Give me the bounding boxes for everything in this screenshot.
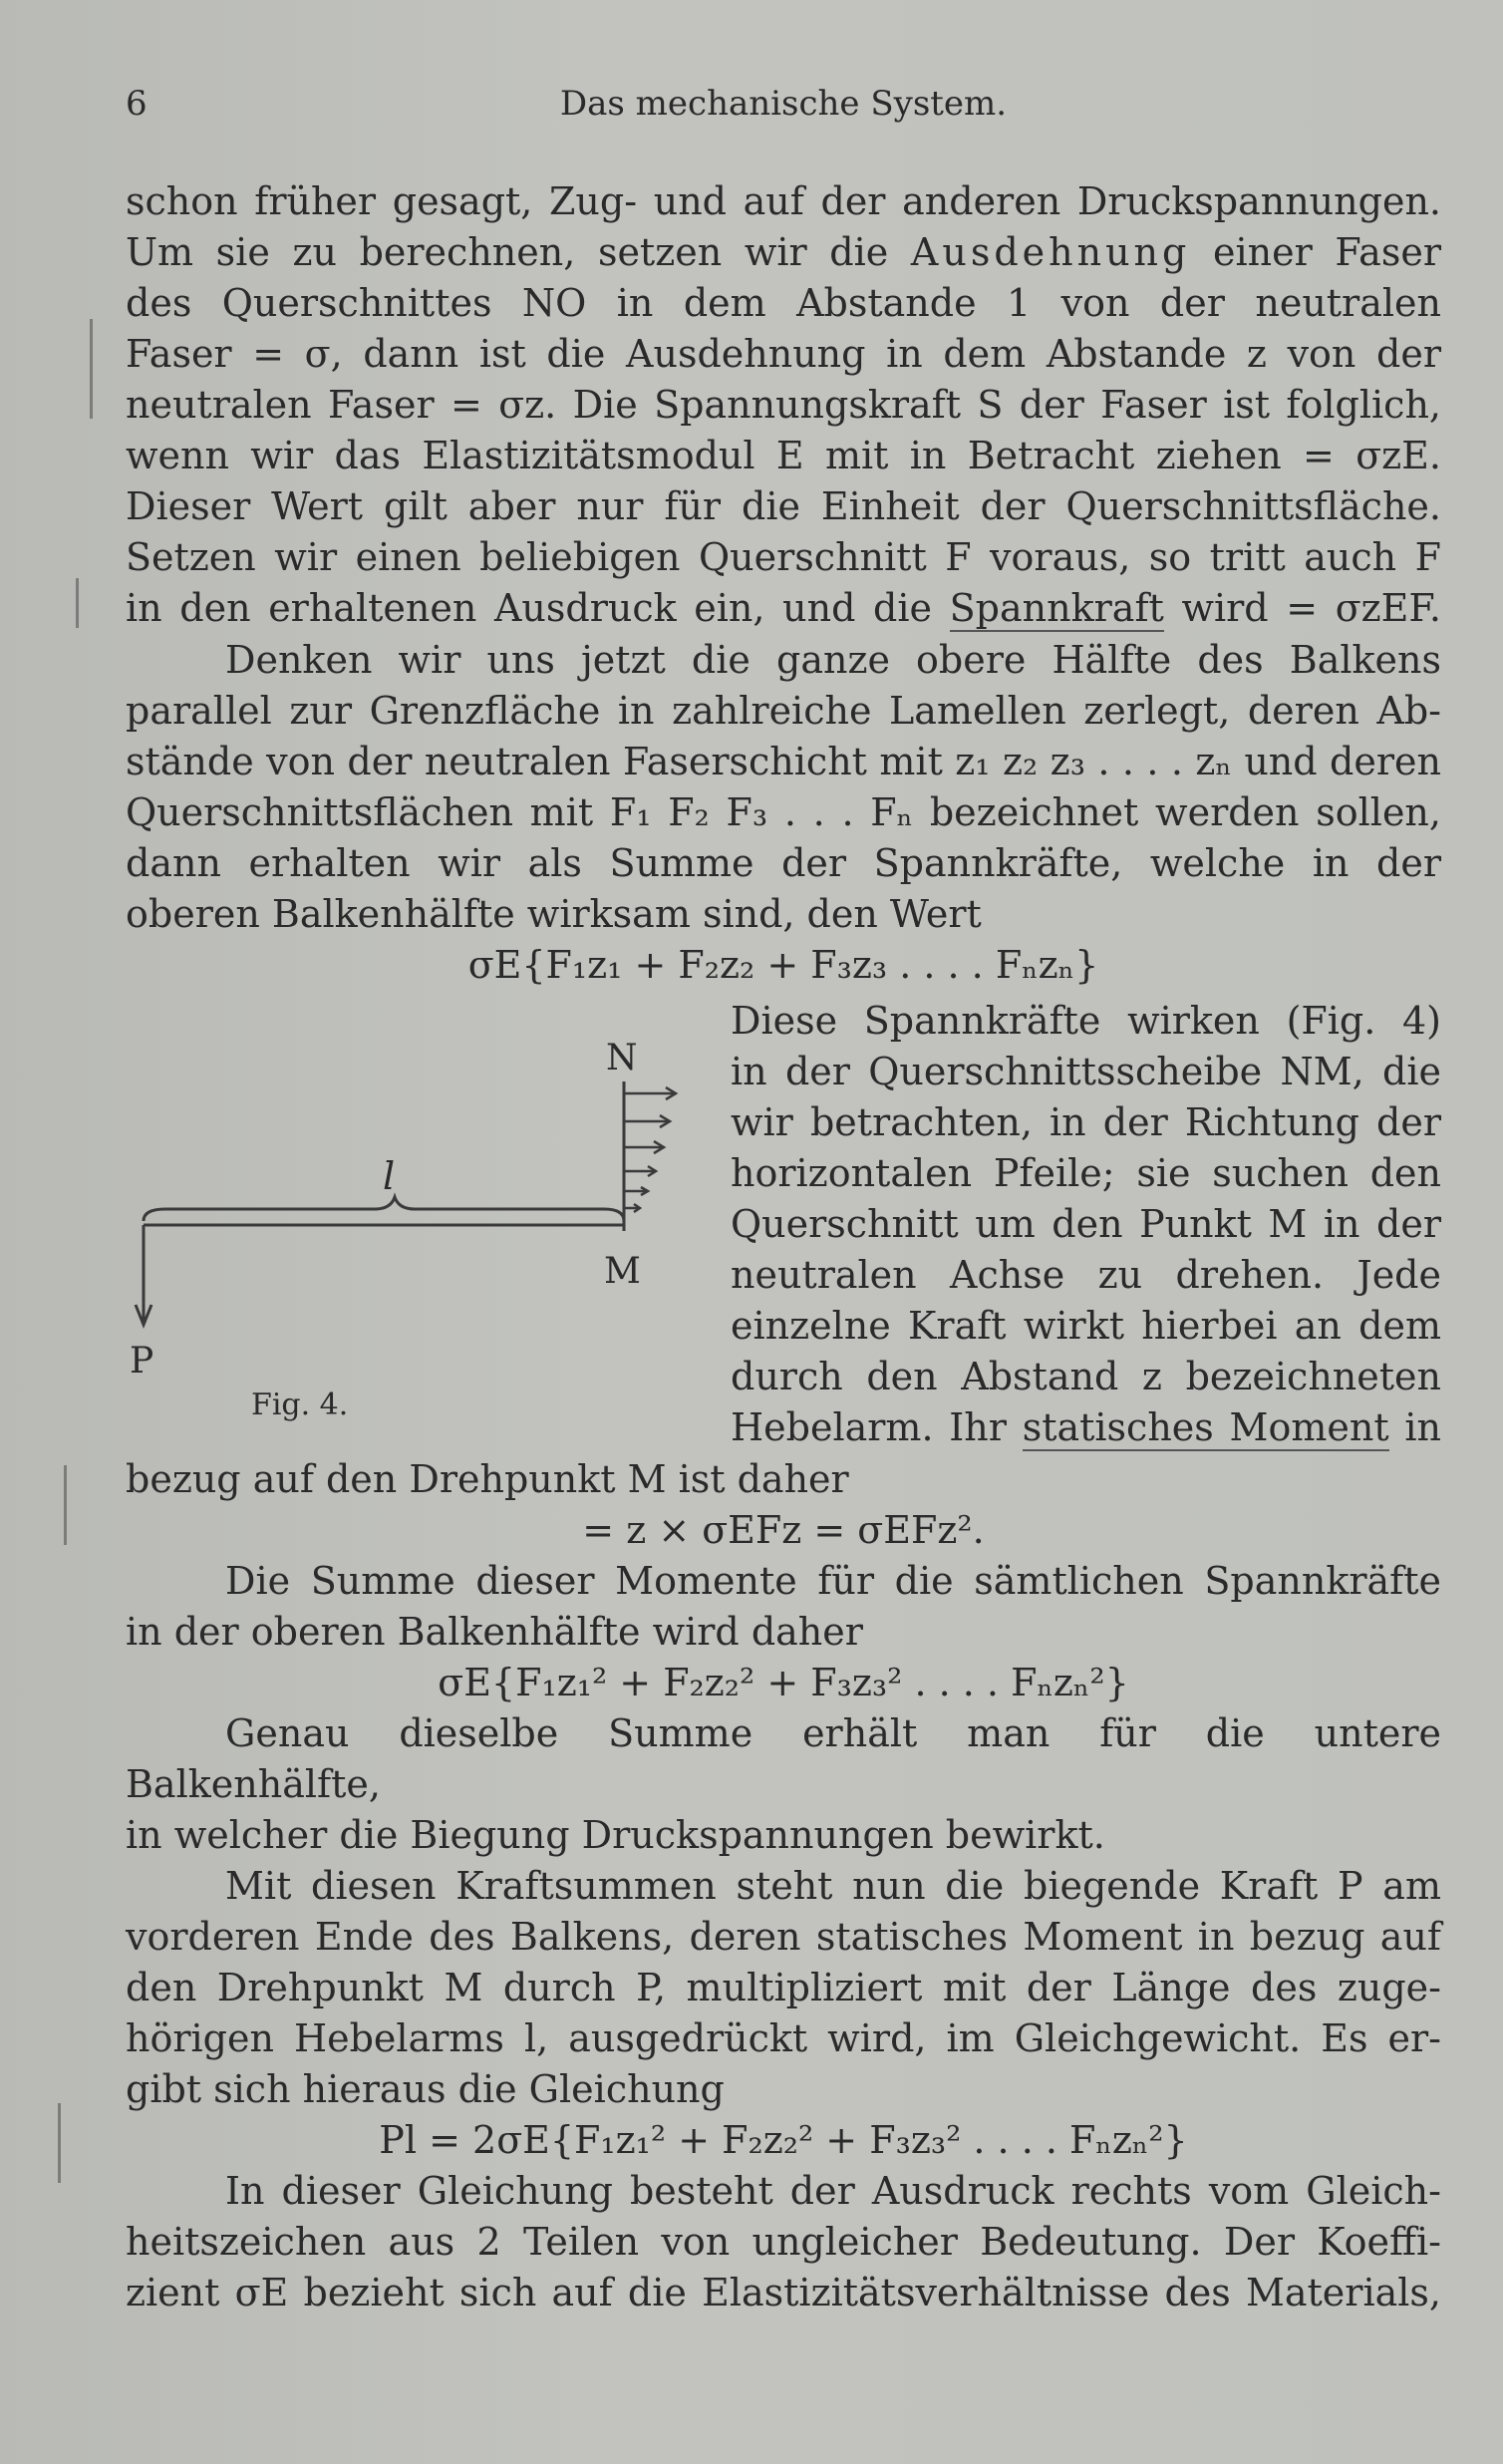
text-line: Diese Spannkräfte wirken (Fig. 4) xyxy=(731,999,1441,1043)
label-P: P xyxy=(130,1341,154,1382)
page-number: 6 xyxy=(126,84,148,124)
text-line: in der oberen Balkenhälfte wird daher xyxy=(126,1610,863,1654)
paragraph-1 xyxy=(126,176,1441,634)
text-line: Um sie zu berechnen, setzen wir die Ausdehnung einer Faser xyxy=(126,230,1441,274)
text-line: durch den Abstand z bezeichneten xyxy=(731,1355,1441,1398)
figure-caption: Fig. 4. xyxy=(251,1387,349,1422)
text-line: Querschnitt um den Punkt M in der xyxy=(731,1202,1441,1246)
text-line: in den erhaltenen Ausdruck ein, und die Spannkraft wird = σzEF. xyxy=(126,586,1441,630)
side-paragraph xyxy=(731,996,1441,1453)
margin-mark xyxy=(58,2103,61,2183)
text-line: den Drehpunkt M durch P, multipliziert mit der Länge des zuge- xyxy=(126,1966,1441,2009)
underlined-word: Spannkraft xyxy=(949,586,1164,630)
text-line: Dieser Wert gilt aber nur für die Einheit der Querschnittsfläche. xyxy=(126,484,1441,528)
formula-1: σE{F₁z₁ + F₂z₂ + F₃z₃ . . . . Fₙzₙ} xyxy=(467,943,1099,987)
text-line: in welcher die Biegung Druckspannungen bewirkt. xyxy=(126,1813,1105,1857)
text-line: horizontalen Pfeile; sie suchen den xyxy=(731,1151,1441,1195)
text-line: wenn wir das Elastizitätsmodul E mit in Betracht ziehen = σzE. xyxy=(126,434,1441,477)
text-line: parallel zur Grenzfläche in zahlreiche Lamellen zerlegt, deren Ab- xyxy=(126,689,1441,733)
text-line: Faser = σ, dann ist die Ausdehnung in dem Abstande z von der xyxy=(126,332,1441,376)
paragraph-2 xyxy=(126,635,1441,991)
paragraph-3 xyxy=(126,1454,1441,2318)
text-line: In dieser Gleichung besteht der Ausdruck rechts vom Gleich- xyxy=(225,2169,1441,2213)
force-arrows xyxy=(624,1087,676,1212)
text-line: schon früher gesagt, Zug- und auf der anderen Druckspannungen. xyxy=(126,179,1441,223)
text-line: Querschnittsflächen mit F₁ F₂ F₃ . . . Fₙ bezeichnet werden sollen, xyxy=(126,790,1441,834)
spaced-word: Ausdehnung xyxy=(910,230,1191,274)
text-line: in der Querschnittsscheibe NM, die xyxy=(731,1050,1441,1093)
text-line: heitszeichen aus 2 Teilen von ungleicher Bedeutung. Der Koeffi- xyxy=(126,2220,1441,2264)
margin-mark xyxy=(90,319,93,419)
text-line: gibt sich hieraus die Gleichung xyxy=(126,2067,725,2111)
text-line: Denken wir uns jetzt die ganze obere Hälfte des Balkens xyxy=(225,638,1441,682)
text-line: neutralen Faser = σz. Die Spannungskraft S der Faser ist folglich, xyxy=(126,383,1441,427)
text-line: stände von der neutralen Faserschicht mit z₁ z₂ z₃ . . . . zₙ und deren xyxy=(126,740,1441,783)
margin-mark xyxy=(64,1465,67,1545)
figure-4 xyxy=(126,1022,724,1440)
text-line: einzelne Kraft wirkt hierbei an dem xyxy=(731,1304,1441,1348)
formula-3: σE{F₁z₁² + F₂z₂² + F₃z₃² . . . . Fₙzₙ²} xyxy=(438,1661,1129,1704)
page-header xyxy=(126,84,1441,134)
label-N: N xyxy=(606,1038,638,1078)
label-l: l xyxy=(383,1154,396,1198)
underlined-phrase: statisches Moment xyxy=(1022,1405,1389,1449)
beam-diagram xyxy=(126,1022,724,1440)
formula-2: = z × σEFz = σEFz². xyxy=(582,1508,985,1552)
text-line: dann erhalten wir als Summe der Spannkräfte, welche in der xyxy=(126,841,1441,885)
text-line: wir betrachten, in der Richtung der xyxy=(731,1100,1441,1144)
text-line: neutralen Achse zu drehen. Jede xyxy=(731,1253,1441,1297)
text-line: Die Summe dieser Momente für die sämtlichen Spannkräfte xyxy=(225,1559,1441,1603)
formula-4: Pl = 2σE{F₁z₁² + F₂z₂² + F₃z₃² . . . . Fₙzₙ²} xyxy=(379,2118,1188,2162)
margin-mark xyxy=(76,578,79,628)
running-head: Das mechanische System. xyxy=(559,84,1008,124)
text-line: Genau dieselbe Summe erhält man für die untere Balkenhälfte, xyxy=(126,1711,1441,1806)
text-line: Setzen wir einen beliebigen Querschnitt F voraus, so tritt auch F xyxy=(126,535,1441,579)
text-line: bezug auf den Drehpunkt M ist daher xyxy=(126,1457,849,1501)
text-line: vorderen Ende des Balkens, deren statisches Moment in bezug auf xyxy=(126,1915,1441,1959)
text-line: Mit diesen Kraftsummen steht nun die biegende Kraft P am xyxy=(225,1864,1441,1908)
text-line: zient σE bezieht sich auf die Elastizitätsverhältnisse des Materials, xyxy=(126,2271,1441,2314)
brace xyxy=(144,1197,624,1221)
text-line: oberen Balkenhälfte wirksam sind, den Wert xyxy=(126,892,982,936)
text-line: Hebelarm. Ihr statisches Moment in xyxy=(731,1405,1441,1449)
text-line: hörigen Hebelarms l, ausgedrückt wird, im Gleichgewicht. Es er- xyxy=(126,2016,1441,2060)
text-line: des Querschnittes NO in dem Abstande 1 von der neutralen xyxy=(126,281,1441,325)
label-M: M xyxy=(604,1251,641,1292)
